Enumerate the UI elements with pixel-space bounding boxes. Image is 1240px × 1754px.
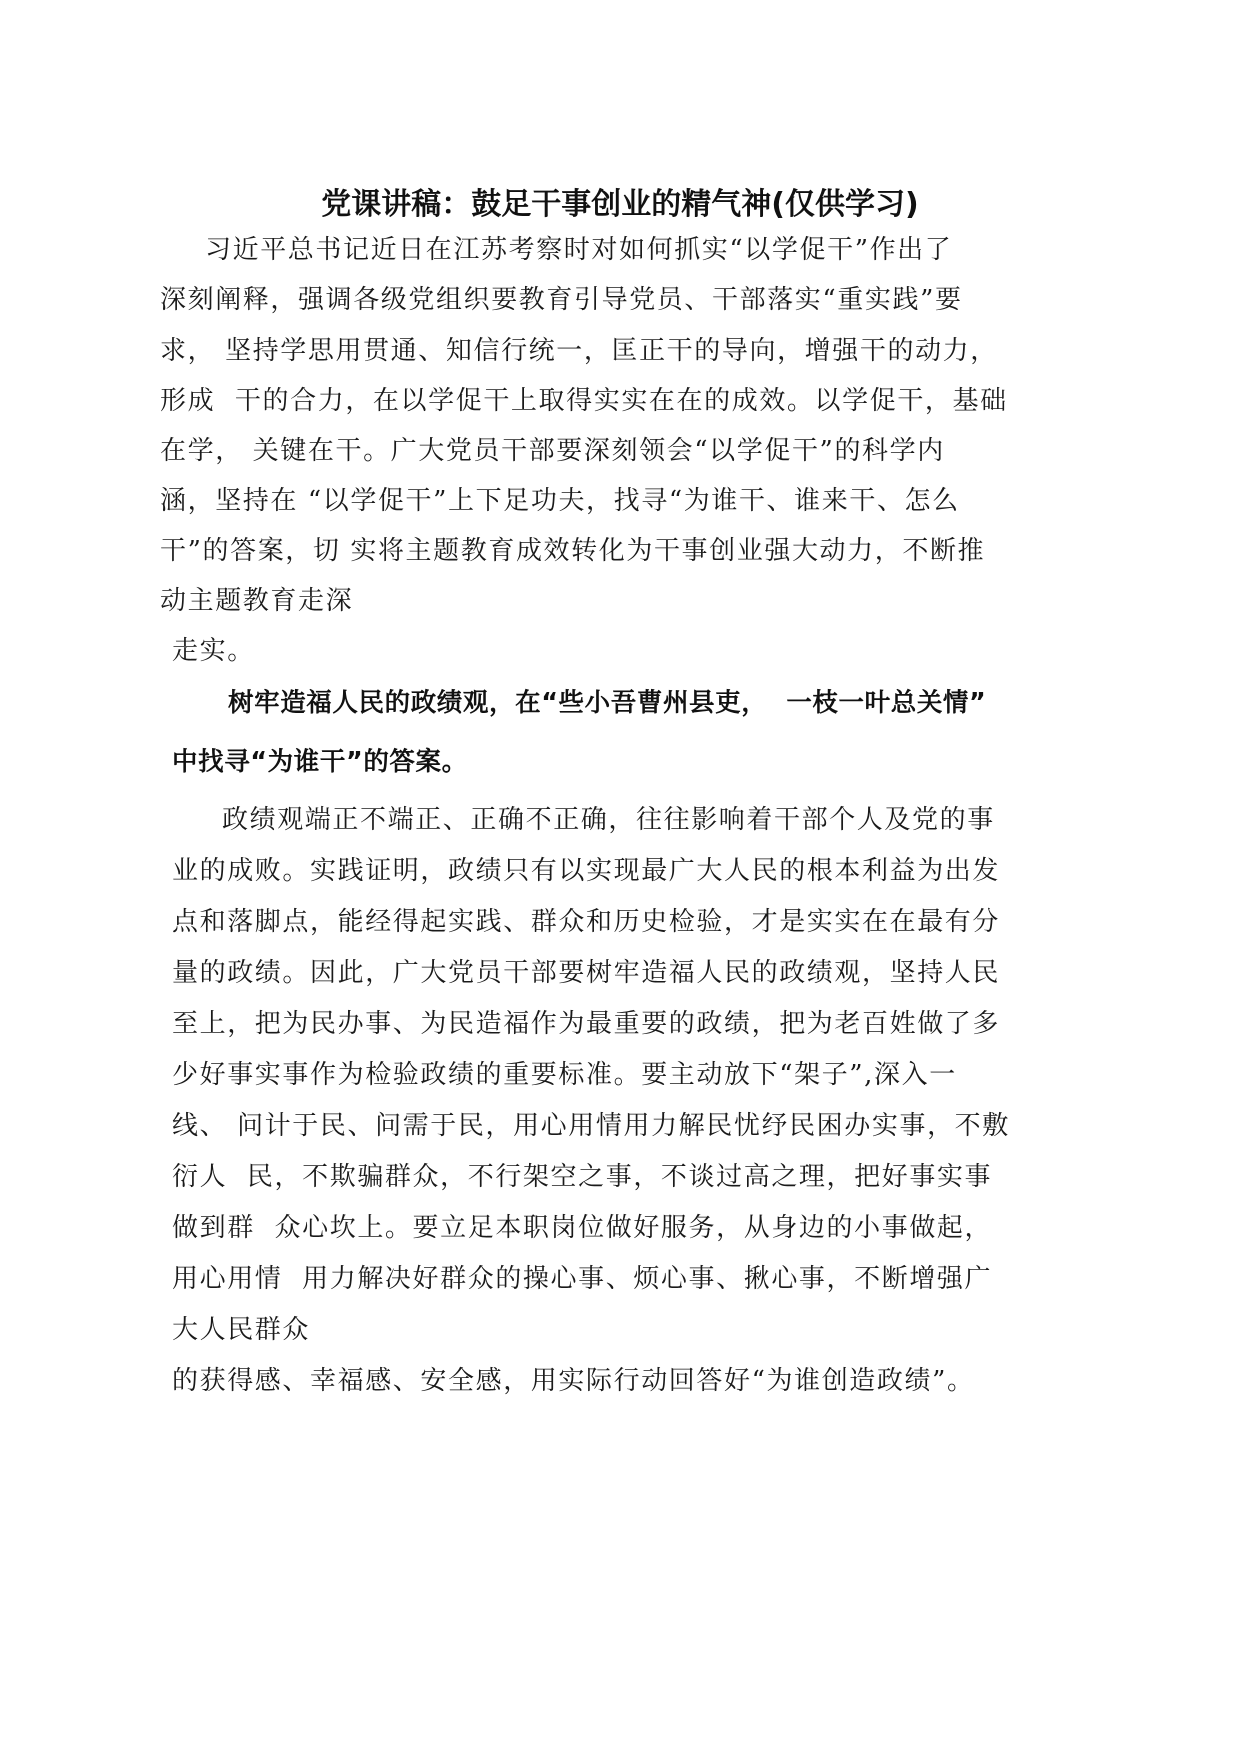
text-line: 线、 问计于民、问需于民，用心用情用力解民忧纾民困办实事，不敷 <box>172 1111 1010 1141</box>
text-line: 大人民群众 <box>172 1315 311 1345</box>
document-title: 党课讲稿：鼓足干事创业的精气神(仅供学习) <box>321 187 919 222</box>
text-line: 求， 坚持学思用贯通、知信行统一，匡正干的导向，增强干的动力， <box>160 336 998 366</box>
text-line: 量的政绩。因此，广大党员干部要树牢造福人民的政绩观，坚持人民 <box>172 958 1001 988</box>
text-line: 点和落脚点，能经得起实践、群众和历史检验，才是实实在在最有分 <box>172 907 1001 937</box>
text-line: 深刻阐释，强调各级党组织要教育引导党员、干部落实“重实践”要 <box>160 285 963 315</box>
text-line: 在学， 关键在干。广大党员干部要深刻领会“以学促干”的科学内 <box>160 436 945 466</box>
section-heading-line: 树牢造福人民的政绩观，在“些小吾曹州县吏， 一枝一叶总关情” <box>228 688 987 718</box>
text-line: 干”的答案，切 实将主题教育成效转化为干事创业强大动力，不断推 <box>160 536 986 566</box>
text-line: 衍人 民，不欺骗群众，不行架空之事，不谈过高之理，把好事实事 <box>172 1162 993 1192</box>
text-line: 形成 干的合力，在以学促干上取得实实在在的成效。以学促干，基础 <box>160 386 1008 416</box>
text-line: 用心用情 用力解决好群众的操心事、烦心事、揪心事，不断增强广 <box>172 1264 993 1294</box>
text-line: 走实。 <box>172 636 255 666</box>
text-line: 的获得感、幸福感、安全感，用实际行动回答好“为谁创造政绩”。 <box>172 1366 975 1396</box>
text-line: 至上，把为民办事、为民造福作为最重要的政绩，把为老百姓做了多 <box>172 1009 1001 1039</box>
text-line: 政绩观端正不端正、正确不正确，往往影响着干部个人及党的事 <box>222 805 995 835</box>
text-line: 业的成败。实践证明，政绩只有以实现最广大人民的根本利益为出发 <box>172 856 1001 886</box>
text-line: 做到群 众心坎上。要立足本职岗位做好服务，从身边的小事做起， <box>172 1213 993 1243</box>
text-line: 少好事实事作为检验政绩的重要标准。要主动放下“架子”,深入一 <box>172 1060 957 1090</box>
text-line: 习近平总书记近日在江苏考察时对如何抓实“以学促干”作出了 <box>205 235 953 265</box>
text-line: 涵，坚持在 “以学促干”上下足功夫，找寻“为谁干、谁来干、怎么 <box>160 486 960 516</box>
text-line: 动主题教育走深 <box>160 586 354 616</box>
section-heading-line: 中找寻“为谁干”的答案。 <box>172 747 468 777</box>
